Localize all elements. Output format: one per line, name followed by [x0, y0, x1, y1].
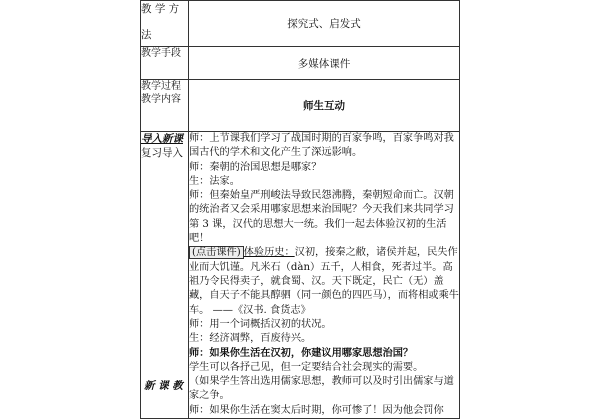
dialogue-line: 师：如果你生活在汉初，你建议用哪家思想治国？ [189, 347, 414, 360]
intro-subheading: 复习导入 [141, 147, 183, 159]
teaching-process-label: 教学过程教学内容 [141, 80, 189, 132]
row-teaching-tools [141, 47, 460, 80]
history-quote: 汉初，接秦之敝，诸侯并起，民失作业而大饥谨。凡米石（dàn）五千，人相食，死者过半。高祖乃令民得卖子，就食蜀、汉。天下既定，民亡（无）盖藏，自天子不能具醇驷（同一颜色的四匹马），而将相或乘牛车。 ——《汉书. 食货志》 [189, 247, 459, 316]
dialogue-line: 师：但秦始皇严刑峻法导致民怨沸腾，秦朝短命而亡。汉朝的统治者又会采用哪家思想来治国呢？今天我们来共同学习第 3 课，汉代的思想大一统。我们一起去体验汉初的生活吧！ [189, 190, 454, 245]
dialogue-line [189, 246, 459, 317]
click-courseware-tag: (点击课件) [189, 246, 244, 259]
new-lesson-heading: 新 课 教 [144, 380, 183, 392]
lesson-dialogue [189, 132, 460, 419]
experience-history-label: 体验历史： [243, 247, 295, 259]
dialogue-line: 师：如果你生活在窦太后时期，你可惨了！因为他会罚你 [189, 404, 444, 416]
dialogue-line: 师：用一个词概括汉初的状况。 [189, 318, 332, 330]
lesson-plan-table [140, 0, 460, 419]
dialogue-line: 生：法家。 [189, 175, 240, 187]
dialogue-line: 学生可以各抒己见，但一定要结合社会现实的需要。 [189, 361, 424, 373]
teaching-process-value: 师生互动 [189, 80, 460, 132]
intro-heading: 导入新课 [141, 133, 183, 145]
row-teaching-method [141, 1, 460, 47]
dialogue-line: 生：经济凋弊，百废待兴。 [189, 333, 312, 345]
teaching-method-value: 探究式、启发式 [189, 1, 460, 47]
section-labels [141, 132, 189, 419]
dialogue-line: 师：上节课我们学习了战国时期的百家争鸣，百家争鸣对我国古代的学术和文化产生了深远影响。 [189, 133, 454, 159]
dialogue-line: 师：秦朝的治国思想是哪家？ [189, 161, 322, 173]
teaching-tools-label: 教学手段 [141, 47, 189, 80]
teaching-method-label: 教 学 方 法 [141, 1, 189, 47]
dialogue-line: （如果学生答出选用儒家思想，教师可以及时引出儒家与道家之争。 [189, 376, 454, 402]
row-teaching-process [141, 80, 460, 132]
teaching-tools-value: 多媒体课件 [189, 47, 460, 80]
row-lesson-content [141, 132, 460, 419]
